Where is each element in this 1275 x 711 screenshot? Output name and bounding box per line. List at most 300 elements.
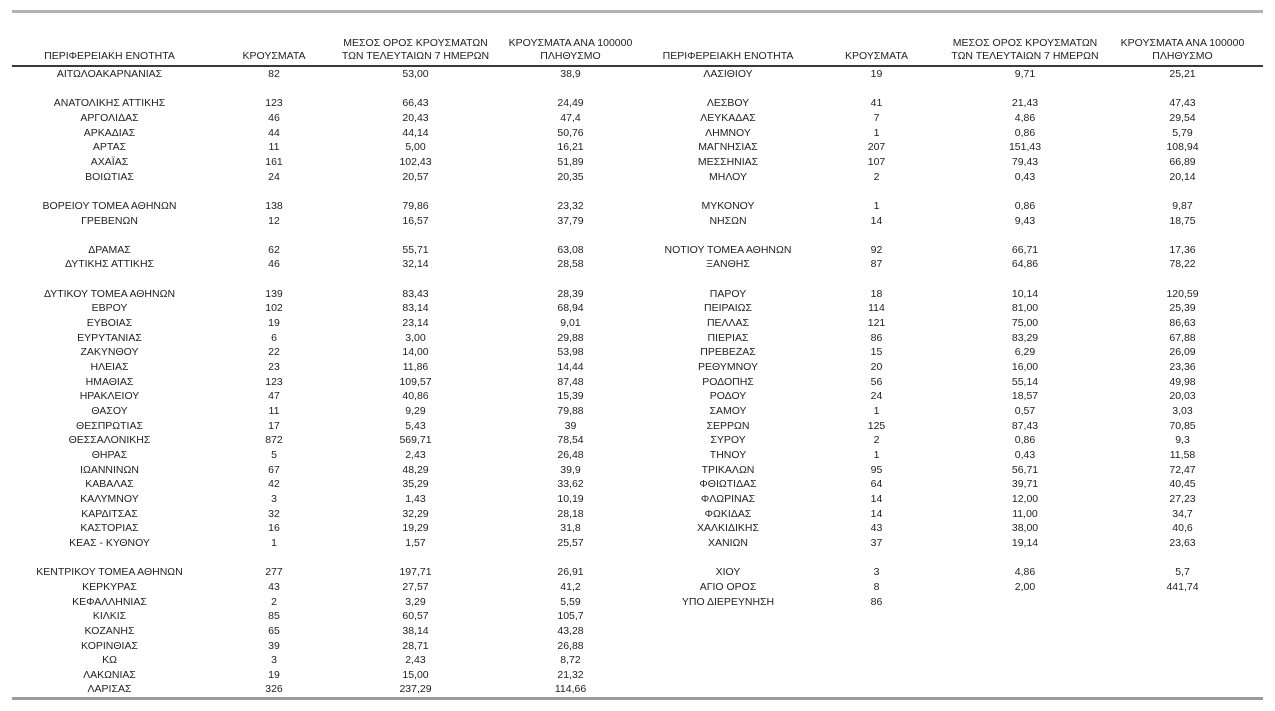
cell-cases: 20: [870, 361, 883, 374]
cell-avg7: 1,43: [405, 492, 426, 505]
cell-avg7: 83,14: [402, 302, 429, 315]
cell-cases: 19: [268, 317, 280, 330]
cell-region: ΚΟΖΑΝΗΣ: [84, 624, 135, 637]
col-header-region-left: [12, 37, 207, 66]
cell-cases: 1: [873, 126, 880, 139]
cell-avg7: 197,71: [399, 566, 432, 579]
cell-empty: [207, 272, 341, 287]
cell-region: ΑΡΓΟΛΙΔΑΣ: [80, 111, 139, 124]
cell-per100k: 5,59: [560, 595, 581, 608]
cell-empty: [1102, 639, 1263, 654]
table-row: [12, 199, 1263, 214]
table-row: [12, 419, 1263, 434]
cell-region: ΣΕΡΡΩΝ: [706, 419, 750, 432]
cell-empty: [948, 653, 1102, 668]
table-row: [12, 140, 1263, 155]
cell-region: ΘΑΣΟΥ: [91, 405, 128, 418]
col-header-avg7-left: [341, 37, 490, 66]
cell-cases: 19: [870, 68, 883, 80]
cell-cases: 22: [268, 346, 280, 359]
cell-region: ΠΕΛΛΑΣ: [706, 317, 750, 330]
cell-empty: [651, 668, 805, 683]
cell-cases: 82: [268, 68, 280, 80]
cell-region: ΚΕΡΚΥΡΑΣ: [82, 580, 137, 593]
cell-avg7: 9,43: [1014, 214, 1036, 227]
cell-avg7: 0,86: [1014, 434, 1036, 447]
cell-region: ΡΟΔΟΥ: [709, 390, 747, 403]
cell-avg7: [948, 595, 1102, 610]
cell-per100k: 5,79: [1172, 126, 1193, 139]
cell-cases: 11: [268, 405, 280, 418]
cell-cases: 47: [268, 390, 280, 403]
spacer-row: [12, 184, 1263, 199]
cell-avg7: 83,29: [1011, 331, 1039, 344]
col-header-cases-left: [207, 37, 341, 66]
cell-avg7: 2,00: [1014, 580, 1036, 593]
cell-region: ΛΑΡΙΣΑΣ: [87, 683, 132, 696]
cell-avg7: 2,43: [405, 449, 426, 461]
cell-per100k: 47,4: [560, 111, 581, 124]
table-row: [12, 653, 1263, 668]
cell-per100k: 70,85: [1169, 419, 1196, 432]
header-label-line2: ΤΩΝ ΤΕΛΕΥΤΑΙΩΝ 7 ΗΜΕΡΩΝ: [951, 50, 1099, 62]
cell-empty: [341, 228, 490, 243]
cell-per100k: 33,62: [557, 478, 584, 491]
cell-empty: [12, 272, 207, 287]
cell-region: ΒΟΙΩΤΙΑΣ: [85, 170, 134, 183]
cell-region: ΧΙΟΥ: [715, 566, 741, 579]
cell-empty: [1102, 551, 1263, 566]
cell-region: ΗΡΑΚΛΕΙΟΥ: [79, 390, 140, 403]
cell-per100k: 26,91: [557, 566, 584, 579]
cell-empty: [490, 184, 651, 199]
cell-per100k: 25,39: [1169, 302, 1196, 315]
cell-avg7: 19,29: [402, 522, 429, 535]
cell-cases: 32: [268, 507, 280, 520]
table-row: [12, 257, 1263, 272]
cell-per100k: 34,7: [1172, 507, 1193, 520]
cell-region: ΑΓΙΟ ΟΡΟΣ: [699, 580, 757, 593]
cell-avg7: 16,00: [1011, 361, 1039, 374]
cell-avg7: 11,86: [402, 361, 429, 374]
cell-empty: [207, 551, 341, 566]
cell-empty: [1102, 228, 1263, 243]
cell-region: ΘΕΣΠΡΩΤΙΑΣ: [76, 419, 143, 432]
cell-avg7: 237,29: [399, 683, 432, 696]
cell-avg7: 53,00: [402, 68, 429, 80]
cell-avg7: 79,86: [402, 199, 429, 212]
cell-region: ΑΧΑΪΑΣ: [90, 155, 129, 168]
cell-avg7: 27,57: [402, 580, 429, 593]
header-label-line2: ΠΛΗΘΥΣΜΟ: [540, 50, 601, 62]
table-row: [12, 287, 1263, 302]
cell-empty: [948, 551, 1102, 566]
cell-empty: [805, 639, 948, 654]
cell-per100k: 105,7: [557, 610, 584, 623]
cell-region: ΘΕΣΣΑΛΟΝΙΚΗΣ: [68, 434, 151, 447]
cell-per100k: 3,03: [1172, 405, 1193, 418]
cell-avg7: 11,00: [1012, 507, 1038, 520]
cell-cases: 872: [265, 434, 283, 447]
cell-avg7: 38,00: [1011, 522, 1039, 535]
cell-empty: [1102, 624, 1263, 639]
cell-per100k: 108,94: [1166, 141, 1199, 154]
cell-region: ΦΛΩΡΙΝΑΣ: [700, 492, 756, 505]
cell-empty: [948, 624, 1102, 639]
cell-per100k: 51,89: [557, 155, 584, 168]
cell-cases: 92: [870, 243, 883, 256]
cell-per100k: 78,22: [1169, 258, 1196, 271]
cell-cases: 11: [268, 141, 280, 154]
cell-region: ΤΗΝΟΥ: [709, 449, 747, 461]
cell-per100k: 21,32: [557, 668, 584, 681]
cell-avg7: 9,29: [405, 405, 426, 418]
cell-cases: 102: [265, 302, 283, 315]
cell-cases: 3: [271, 654, 277, 667]
cell-region: ΠΕΙΡΑΙΩΣ: [704, 302, 752, 315]
cell-region: ΣΑΜΟΥ: [709, 405, 747, 418]
cell-empty: [805, 609, 948, 624]
cell-region: ΓΡΕΒΕΝΩΝ: [81, 214, 138, 227]
cell-region: ΛΗΜΝΟΥ: [705, 126, 751, 139]
cell-region: ΠΡΕΒΕΖΑΣ: [700, 346, 756, 359]
table-row: [12, 565, 1263, 580]
cell-cases: 18: [870, 287, 883, 300]
table-row: [12, 375, 1263, 390]
cell-empty: [805, 228, 948, 243]
cell-cases: 1: [873, 199, 880, 212]
cell-empty: [651, 624, 805, 639]
cell-per100k: 23,63: [1169, 536, 1196, 549]
cell-region: ΧΑΝΙΩΝ: [708, 536, 748, 549]
cell-avg7: 6,29: [1014, 346, 1036, 359]
table-row: [12, 111, 1263, 126]
cell-region: ΔΥΤΙΚΗΣ ΑΤΤΙΚΗΣ: [64, 258, 155, 271]
cell-avg7: 3,29: [405, 595, 426, 608]
cell-avg7: 10,14: [1011, 287, 1039, 300]
cell-per100k: 26,09: [1169, 346, 1196, 359]
cell-per100k: 114,66: [554, 683, 587, 696]
cell-per100k: 20,14: [1169, 170, 1196, 183]
cell-per100k: [1102, 595, 1263, 610]
cell-cases: 1: [271, 536, 277, 549]
cell-avg7: 48,29: [402, 463, 429, 476]
cell-region: ΚΟΡΙΝΘΙΑΣ: [81, 639, 138, 652]
cell-empty: [490, 228, 651, 243]
cell-region: ΝΗΣΩΝ: [709, 214, 747, 227]
cell-cases: 1: [873, 449, 880, 461]
table-row: [12, 155, 1263, 170]
cell-cases: 19: [268, 668, 280, 681]
cell-cases: 17: [268, 419, 280, 432]
col-header-per100k-left: [490, 37, 651, 66]
table-row: [12, 66, 1263, 82]
cell-cases: 37: [870, 536, 883, 549]
cell-cases: 138: [265, 199, 283, 212]
cell-cases: 43: [268, 580, 280, 593]
cell-per100k: 78,54: [557, 434, 584, 447]
header-label-line1: ΚΡΟΥΣΜΑΤΑ ΑΝΑ 100000: [508, 37, 633, 49]
cell-cases: 46: [268, 111, 280, 124]
table-row: [12, 668, 1263, 683]
cell-cases: 56: [870, 375, 883, 388]
cell-region: ΠΑΡΟΥ: [709, 287, 747, 300]
cell-region: ΕΥΡΥΤΑΝΙΑΣ: [77, 331, 142, 344]
col-header-region-right: [651, 37, 805, 66]
cell-avg7: 79,43: [1011, 155, 1039, 168]
header-label-line2: ΠΛΗΘΥΣΜΟ: [1152, 50, 1213, 62]
table-row: [12, 433, 1263, 448]
table-row: [12, 521, 1263, 536]
cell-avg7: 56,71: [1011, 463, 1039, 476]
cell-cases: 39: [268, 639, 280, 652]
cell-region: ΠΙΕΡΙΑΣ: [707, 331, 749, 344]
cell-cases: 16: [268, 522, 280, 535]
cell-empty: [341, 82, 490, 97]
cell-per100k: 14,44: [557, 361, 584, 374]
cell-per100k: 27,23: [1169, 492, 1196, 505]
cell-cases: 14: [870, 507, 883, 520]
top-rule: [12, 10, 1263, 13]
cell-per100k: 120,59: [1166, 287, 1199, 300]
cell-region: ΛΑΣΙΘΙΟΥ: [703, 68, 753, 80]
report-table-area: [12, 10, 1263, 700]
cell-per100k: 25,21: [1169, 68, 1196, 80]
cell-empty: [948, 82, 1102, 97]
cell-empty: [948, 682, 1102, 697]
cell-avg7: 0,57: [1014, 405, 1036, 418]
table-row: [12, 345, 1263, 360]
cell-region: ΔΥΤΙΚΟΥ ΤΟΜΕΑ ΑΘΗΝΩΝ: [43, 287, 176, 300]
cell-empty: [1102, 668, 1263, 683]
cell-per100k: 79,88: [557, 405, 584, 418]
cell-region: ΜΗΛΟΥ: [709, 170, 747, 183]
cell-empty: [1102, 82, 1263, 97]
cell-empty: [341, 551, 490, 566]
cell-empty: [948, 184, 1102, 199]
cell-per100k: 9,01: [560, 317, 581, 330]
header-label: ΠΕΡΙΦΕΡΕΙΑΚΗ ΕΝΟΤΗΤΑ: [44, 50, 175, 62]
cell-avg7: 12,00: [1011, 492, 1039, 505]
cell-avg7: 66,71: [1011, 243, 1039, 256]
cell-avg7: 1,57: [405, 536, 426, 549]
cell-region: ΑΡΤΑΣ: [92, 141, 127, 154]
cell-avg7: 83,43: [402, 287, 429, 300]
cell-region: ΚΑΣΤΟΡΙΑΣ: [80, 522, 139, 535]
cell-region: ΘΗΡΑΣ: [91, 449, 128, 461]
cell-avg7: 0,43: [1014, 449, 1036, 461]
cell-per100k: 26,48: [557, 449, 584, 461]
cell-avg7: 39,71: [1011, 478, 1039, 491]
cell-region: ΤΡΙΚΑΛΩΝ: [701, 463, 755, 476]
cell-per100k: 72,47: [1169, 463, 1196, 476]
table-row: [12, 492, 1263, 507]
cell-per100k: 31,8: [560, 522, 581, 535]
cell-cases: 87: [870, 258, 883, 271]
cell-empty: [805, 624, 948, 639]
cell-per100k: 37,79: [557, 214, 584, 227]
cell-empty: [341, 272, 490, 287]
cell-per100k: 29,88: [557, 331, 584, 344]
cell-avg7: 66,43: [402, 97, 429, 110]
cell-per100k: 41,2: [560, 580, 581, 593]
cell-avg7: 0,86: [1014, 126, 1036, 139]
cell-empty: [805, 653, 948, 668]
cell-avg7: 3,00: [405, 331, 426, 344]
cell-avg7: 5,00: [405, 141, 426, 154]
cell-avg7: 102,43: [399, 155, 432, 168]
cell-cases: 24: [870, 390, 883, 403]
cell-cases: 123: [265, 97, 283, 110]
cell-region: ΝΟΤΙΟΥ ΤΟΜΕΑ ΑΘΗΝΩΝ: [664, 243, 792, 256]
cell-empty: [12, 551, 207, 566]
table-row: [12, 360, 1263, 375]
cell-empty: [948, 272, 1102, 287]
cell-avg7: 9,71: [1014, 68, 1036, 80]
cell-empty: [207, 82, 341, 97]
cell-empty: [948, 228, 1102, 243]
cell-cases: 6: [271, 331, 277, 344]
cell-per100k: 8,72: [560, 654, 581, 667]
cell-empty: [805, 682, 948, 697]
cell-region: ΚΑΒΑΛΑΣ: [85, 478, 134, 491]
cell-empty: [651, 653, 805, 668]
cell-per100k: 20,35: [557, 170, 584, 183]
table-row: [12, 536, 1263, 551]
cell-avg7: 38,14: [402, 624, 429, 637]
cell-avg7: 87,43: [1011, 419, 1039, 432]
header-label: ΠΕΡΙΦΕΡΕΙΑΚΗ ΕΝΟΤΗΤΑ: [662, 50, 794, 62]
header-label-line1: ΚΡΟΥΣΜΑΤΑ ΑΝΑ 100000: [1120, 37, 1245, 49]
cases-table: [12, 37, 1263, 697]
cell-avg7: 35,29: [402, 478, 429, 491]
cell-per100k: 28,39: [557, 287, 584, 300]
cell-empty: [490, 82, 651, 97]
table-row: [12, 595, 1263, 610]
cell-per100k: 20,03: [1169, 390, 1196, 403]
cell-region: ΕΒΡΟΥ: [91, 302, 128, 315]
table-body: [12, 66, 1263, 697]
cell-avg7: 40,86: [402, 390, 429, 403]
table-row: [12, 507, 1263, 522]
cell-per100k: 25,57: [557, 536, 584, 549]
cell-empty: [651, 82, 805, 97]
cell-empty: [1102, 653, 1263, 668]
cell-per100k: 47,43: [1169, 97, 1196, 110]
cell-avg7: 15,00: [402, 668, 429, 681]
cell-per100k: 28,18: [557, 507, 584, 520]
cell-avg7: 55,71: [402, 243, 429, 256]
cell-cases: 67: [268, 463, 280, 476]
cell-per100k: 23,32: [557, 199, 584, 212]
cell-cases: 95: [870, 463, 883, 476]
cell-empty: [651, 682, 805, 697]
cell-region: ΛΕΣΒΟΥ: [706, 97, 750, 110]
cell-per100k: 23,36: [1169, 361, 1196, 374]
cell-empty: [805, 184, 948, 199]
cell-cases: 86: [870, 595, 883, 608]
cell-per100k: 53,98: [557, 346, 584, 359]
cell-per100k: 40,6: [1172, 522, 1193, 535]
header-label-line1: ΜΕΣΟΣ ΟΡΟΣ ΚΡΟΥΣΜΑΤΩΝ: [343, 37, 488, 49]
cell-region: ΕΥΒΟΙΑΣ: [86, 317, 133, 330]
cell-region: ΚΑΛΥΜΝΟΥ: [80, 492, 139, 505]
cell-region: ΚΑΡΔΙΤΣΑΣ: [81, 507, 138, 520]
cell-region: ΧΑΛΚΙΔΙΚΗΣ: [697, 522, 759, 535]
table-row: [12, 243, 1263, 258]
table-row: [12, 126, 1263, 141]
table-row: [12, 214, 1263, 229]
cell-region: ΒΟΡΕΙΟΥ ΤΟΜΕΑ ΑΘΗΝΩΝ: [42, 199, 177, 212]
cell-cases: 114: [868, 302, 885, 315]
cell-cases: 161: [265, 155, 283, 168]
table-row: [12, 609, 1263, 624]
cell-avg7: 60,57: [402, 610, 429, 623]
cell-cases: 3: [271, 492, 277, 505]
cell-avg7: 64,86: [1011, 258, 1039, 271]
cell-region: ΚΕΑΣ - ΚΥΘΝΟΥ: [69, 536, 150, 549]
cell-region: ΜΥΚΟΝΟΥ: [701, 199, 755, 212]
cell-empty: [207, 184, 341, 199]
cell-region: ΥΠΟ ΔΙΕΡΕΥΝΗΣΗ: [681, 595, 775, 608]
cell-avg7: 4,86: [1014, 111, 1036, 124]
table-row: [12, 580, 1263, 595]
cell-avg7: 55,14: [1011, 375, 1039, 388]
cell-cases: 125: [867, 419, 886, 432]
cell-avg7: 0,86: [1014, 199, 1036, 212]
cell-cases: 44: [268, 126, 280, 139]
cell-per100k: 66,89: [1169, 155, 1196, 168]
cell-empty: [490, 551, 651, 566]
cell-cases: 12: [268, 214, 280, 227]
cell-avg7: 151,43: [1008, 141, 1042, 154]
table-row: [12, 477, 1263, 492]
cell-per100k: 40,45: [1169, 478, 1196, 491]
cell-per100k: 39: [564, 419, 577, 432]
cell-cases: 23: [268, 361, 280, 374]
cell-per100k: 9,3: [1175, 434, 1190, 447]
cell-cases: 64: [870, 478, 883, 491]
cell-region: ΜΑΓΝΗΣΙΑΣ: [698, 141, 758, 154]
cell-region: ΡΟΔΟΠΗΣ: [702, 375, 754, 388]
spacer-row: [12, 272, 1263, 287]
cell-per100k: 441,74: [1166, 580, 1199, 593]
table-row: [12, 301, 1263, 316]
cell-cases: 2: [873, 434, 880, 447]
table-row: [12, 463, 1263, 478]
cell-region: ΞΑΝΘΗΣ: [706, 258, 750, 271]
cell-per100k: 15,39: [557, 390, 584, 403]
cell-cases: 15: [870, 346, 883, 359]
cell-cases: 86: [870, 331, 883, 344]
cell-per100k: 87,48: [557, 375, 584, 388]
cell-per100k: 5,7: [1175, 566, 1190, 579]
table-row: [12, 624, 1263, 639]
cell-region: ΚΕΝΤΡΙΚΟΥ ΤΟΜΕΑ ΑΘΗΝΩΝ: [36, 566, 183, 579]
cell-empty: [805, 551, 948, 566]
cell-cases: 8: [873, 580, 880, 593]
cell-empty: [805, 272, 948, 287]
cell-per100k: 11,58: [1169, 449, 1196, 461]
header-label: ΚΡΟΥΣΜΑΤΑ: [845, 50, 908, 62]
cell-region: ΑΡΚΑΔΙΑΣ: [83, 126, 136, 139]
cell-per100k: 63,08: [557, 243, 584, 256]
cell-avg7: 32,14: [402, 258, 429, 271]
cell-per100k: 28,58: [557, 258, 584, 271]
cell-region: ΛΑΚΩΝΙΑΣ: [83, 668, 136, 681]
cell-region: ΑΙΤΩΛΟΑΚΑΡΝΑΝΙΑΣ: [56, 68, 163, 80]
spacer-row: [12, 551, 1263, 566]
